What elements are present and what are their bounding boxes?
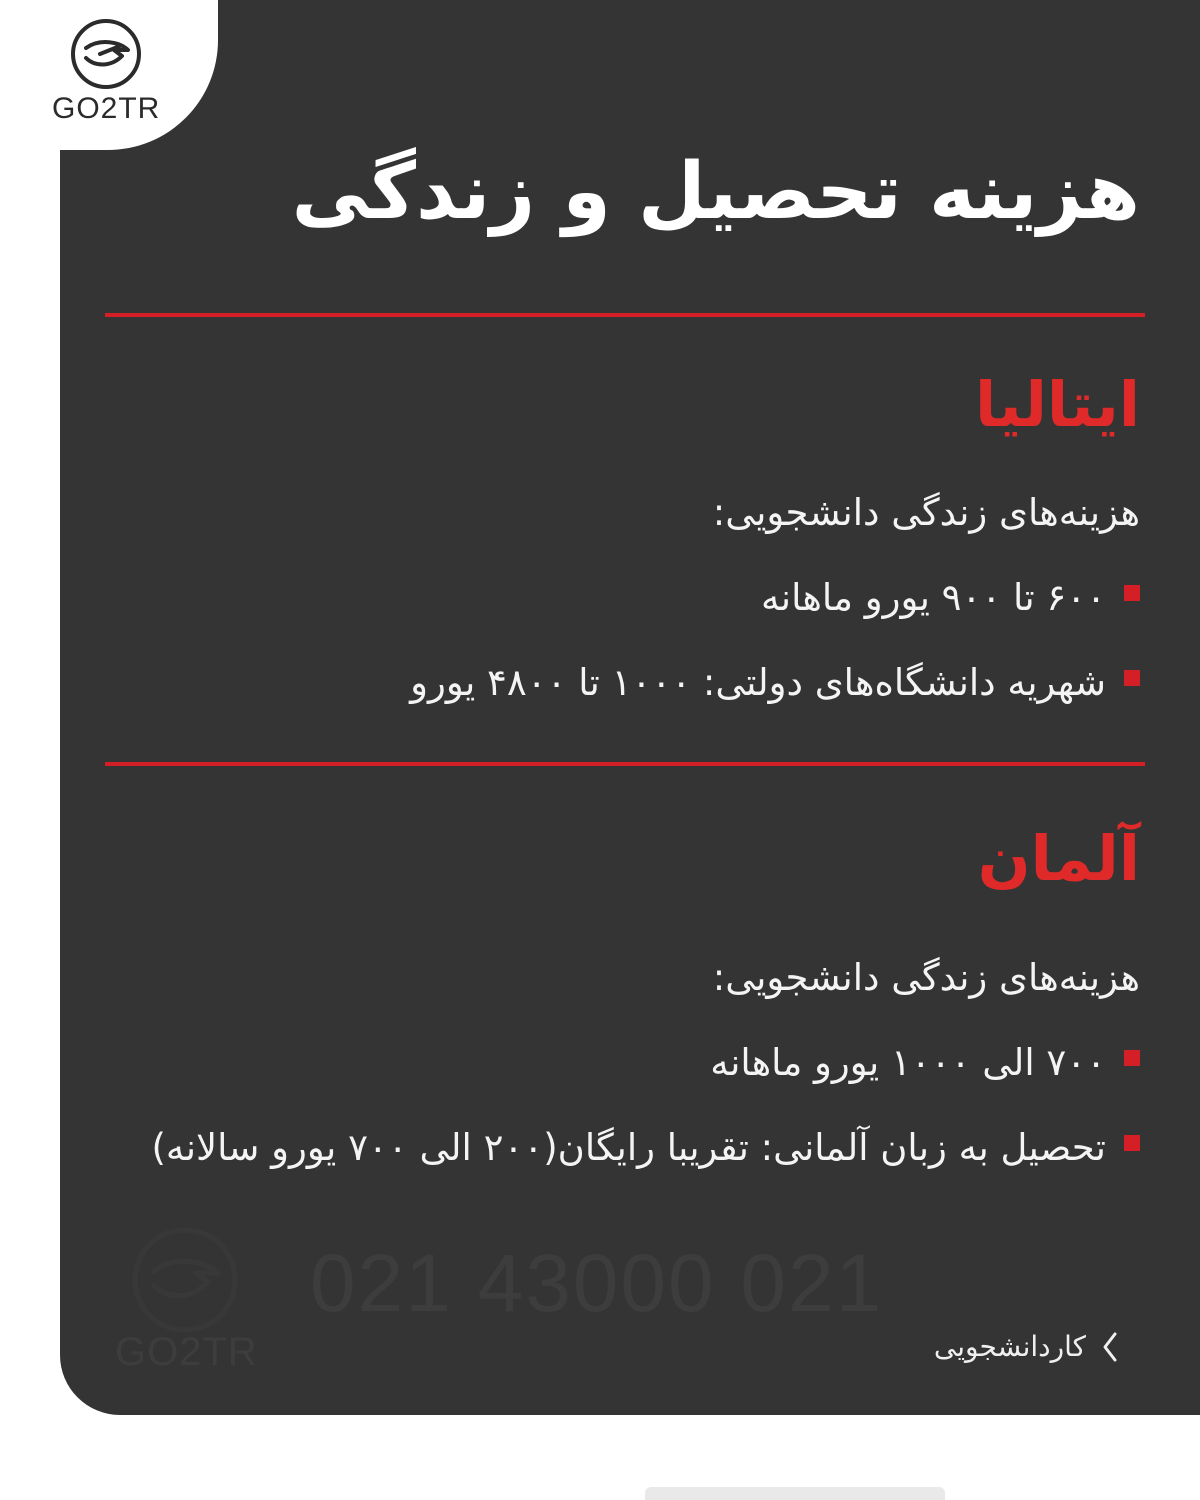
section-title-germany: آلمان (977, 822, 1140, 895)
list-item-label: تحصیل به زبان آلمانی: تقریبا رایگان(۲۰۰ الی ۷۰۰ یورو سالانه) (151, 1125, 1106, 1169)
section-germany (120, 950, 1140, 1202)
bottom-chip (645, 1487, 945, 1500)
bullet-square-icon (1124, 1050, 1140, 1066)
section-heading: هزینه‌های زندگی دانشجویی: (712, 956, 1140, 999)
section-divider-top (105, 313, 1145, 317)
list-item (120, 1117, 1140, 1178)
list-item (120, 567, 1140, 628)
list-item-label: ۶۰۰ تا ۹۰۰ یورو ماهانه (760, 575, 1106, 619)
bullet-square-icon (1124, 1135, 1140, 1151)
list-item (120, 652, 1140, 713)
footer-link[interactable] (934, 1330, 1120, 1363)
watermark-wordmark: GO2TR (115, 1330, 258, 1374)
section-heading: هزینه‌های زندگی دانشجویی: (712, 491, 1140, 534)
section-divider-bottom (105, 762, 1145, 766)
bullet-square-icon (1124, 585, 1140, 601)
section-italy (120, 485, 1140, 737)
list-item-label: شهریه دانشگاه‌های دولتی: ۱۰۰۰ تا ۴۸۰۰ یورو (410, 660, 1106, 704)
bullet-square-icon (1124, 670, 1140, 686)
bottom-strip (0, 1415, 1200, 1500)
section-title-italy: ایتالیا (975, 368, 1140, 441)
watermark-phone: 021 43000 021 (310, 1238, 884, 1329)
page-title: هزینه تحصیل و زندگی (291, 147, 1140, 237)
brand-wordmark: GO2TR (52, 92, 161, 125)
chevron-left-icon (1100, 1331, 1120, 1363)
go2tr-swirl-icon (70, 18, 142, 90)
list-item-label: ۷۰۰ الی ۱۰۰۰ یورو ماهانه (710, 1040, 1106, 1084)
list-item (120, 1032, 1140, 1093)
footer-link-label: کاردانشجویی (933, 1330, 1086, 1363)
